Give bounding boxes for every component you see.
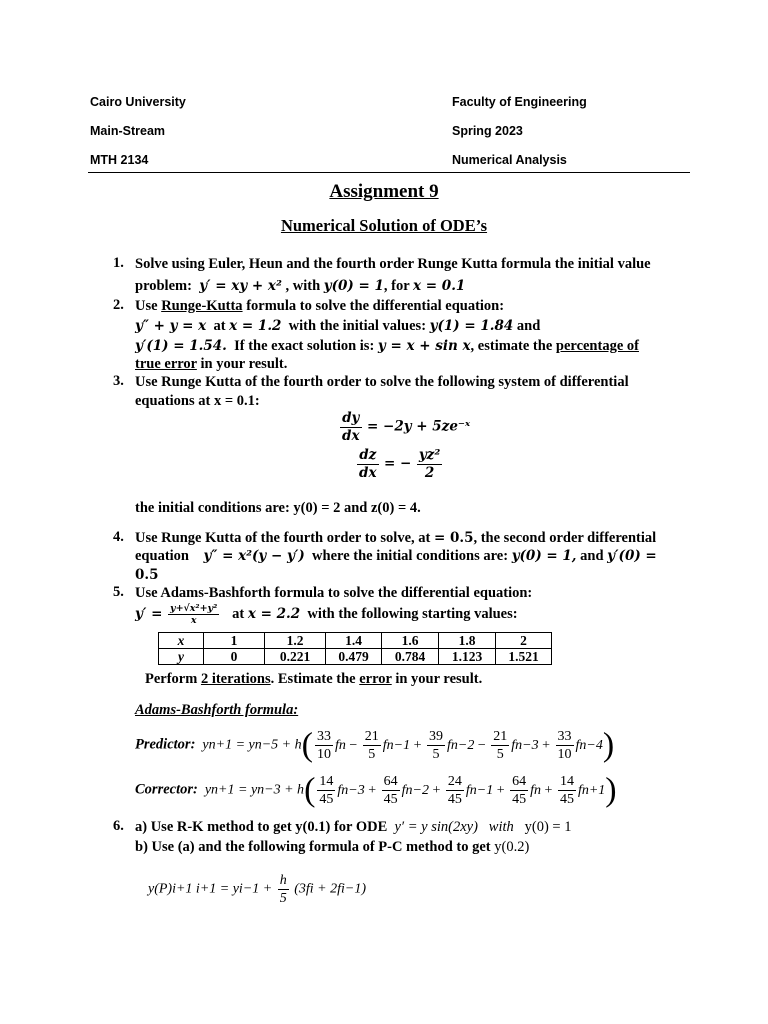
q6-part-a: a) Use R-K method to get y(0.1) for ODE y′ = y sin(2xy) with y(0) = 1 (135, 819, 572, 835)
q3-line1: Use Runge Kutta of the fourth order to solve the following system of differential (135, 374, 629, 390)
page-title: Assignment 9 (329, 181, 439, 202)
q4-line1: Use Runge Kutta of the fourth order to solve, at = 0.5, the second order differential (135, 530, 657, 546)
term-fraction: $\frac{14}{45}$ (559, 774, 574, 807)
q5-number: 5. (113, 584, 124, 600)
table-cell: 1.4 (326, 633, 382, 649)
table-cell: 0.221 (265, 649, 326, 665)
term-function: fn−4 (575, 737, 603, 753)
q1-x-value: x = 0.1 (413, 278, 466, 294)
term-sign: + (541, 782, 556, 798)
q5-line1: Use Adams-Bashforth formula to solve the differential equation: (135, 585, 533, 601)
q3-equation-dy: $\frac{dy}{dx}$ = −2y + 5ze⁻ˣ (342, 410, 471, 444)
table-cell: 1.123 (439, 649, 496, 665)
term-sign: + (428, 782, 444, 798)
header-course-code: MTH 2134 (90, 153, 149, 167)
q2-line3: y′(1) = 1.54. If the exact solution is: y = x + sin x, estimate the percentage of (135, 338, 639, 354)
term-fraction: $\frac{64}{45}$ (512, 774, 527, 807)
table-cell: 0 (204, 649, 265, 665)
q2-line4: true error in your result. (135, 356, 288, 372)
header-university: Cairo University (90, 95, 186, 109)
q4-line2: equation y″ = x²(y − y′) where the initial conditions are: y(0) = 1, and y′(0) = (135, 548, 657, 564)
q4-line3: 0.5 (135, 567, 159, 583)
term-sign: − (345, 737, 361, 753)
page-subtitle: Numerical Solution of ODE’s (280, 216, 488, 235)
q1-initial-condition: y(0) = 1 (323, 278, 384, 294)
predictor-lhs: yn+1 = yn−5 + h (202, 737, 302, 753)
term-function: fn (334, 737, 346, 753)
q3-equation-dz: $\frac{dz}{dx}$ = − $\frac{\text{yz²}}{2}$ (359, 447, 441, 481)
table-cell: 1.521 (496, 649, 552, 665)
term-sign: + (493, 782, 509, 798)
term-function: fn−1 (465, 782, 494, 798)
q5-perform-line: Perform 2 iterations. Estimate the error in your result. (145, 671, 483, 687)
table-cell: 0.784 (382, 649, 439, 665)
term-function: fn (530, 782, 542, 798)
q4-number: 4. (113, 529, 124, 545)
q2-runge-kutta-link: Runge-Kutta (161, 298, 243, 314)
table-cell: 0.479 (326, 649, 382, 665)
term-function: fn+1 (577, 782, 606, 798)
q2-line2: y″ + y = x at x = 1.2 with the initial values: y(1) = 1.84 and (135, 318, 541, 334)
table-cell: 1 (204, 633, 265, 649)
header-course-name: Numerical Analysis (452, 153, 567, 167)
q2-exact-solution: y = x + sin x (377, 338, 471, 354)
q3-initial-conditions: the initial conditions are: y(0) = 2 and z(0) = 4. (135, 500, 421, 516)
table-row-y (159, 649, 552, 665)
q6-number: 6. (113, 818, 124, 834)
term-fraction: $\frac{64}{45}$ (383, 774, 398, 807)
q2-equation: y″ + y = x (135, 318, 207, 334)
term-fraction: $\frac{33}{10}$ (316, 729, 331, 762)
table-cell: 1.6 (382, 633, 439, 649)
pc-formula: y(P)i+1 i+1 = yi−1 + $\frac{h}{5}$ (3fi + 2fi−1) (148, 873, 366, 906)
q2-line1: Use Runge-Kutta formula to solve the differential equation: (135, 298, 505, 314)
q5-line2: y′ = $\frac{\text{y+√x²+y²}}{x}$ at x = 2.2 with the following starting values: (135, 603, 518, 626)
header-faculty: Faculty of Engineering (452, 95, 587, 109)
header-semester: Spring 2023 (452, 124, 523, 138)
term-function: fn−3 (337, 782, 365, 798)
corrector-lhs: yn+1 = yn−3 + h (204, 782, 305, 798)
starting-values-table (158, 632, 552, 665)
corrector-formula: Corrector: yn+1 = yn−3 + h( $\frac{14}{45}$ fn−3 + $\frac{64}{45}$ fn−2 + $\frac{24}{45}$ fn−1 + $\frac{64}{45}$ fn + $\frac{14}{45}$ fn+1) (135, 771, 617, 809)
q3-number: 3. (113, 373, 124, 389)
table-cell: 1.8 (439, 633, 496, 649)
term-fraction: $\frac{24}{45}$ (447, 774, 462, 807)
q3-line2: equations at x = 0.1: (135, 393, 260, 409)
term-function: fn−3 (511, 737, 539, 753)
term-fraction: $\frac{21}{5}$ (364, 729, 379, 762)
term-fraction: $\frac{14}{45}$ (319, 774, 334, 807)
ab-formula-title: Adams-Bashforth formula: (135, 702, 299, 718)
q2-number: 2. (113, 297, 124, 313)
term-fraction: $\frac{21}{5}$ (493, 729, 508, 762)
table-cell: 2 (496, 633, 552, 649)
header-divider (88, 172, 690, 173)
predictor-formula: Predictor: yn+1 = yn−5 + h( $\frac{33}{10}$ fn − $\frac{21}{5}$ fn−1 + $\frac{39}{5}$ fn−2 − $\frac{21}{5}$ fn−3 + $\frac{33}{10}$ fn−4) (135, 726, 615, 764)
term-sign: − (474, 737, 490, 753)
table-cell: 1.2 (265, 633, 326, 649)
term-fraction: $\frac{39}{5}$ (429, 729, 443, 762)
table-header-y: y (159, 649, 204, 665)
term-function: fn−1 (382, 737, 411, 753)
q4-equation: y″ = x²(y − y′) (203, 548, 305, 564)
term-function: fn−2 (447, 737, 475, 753)
q1-equation: y′ = xy + x² (199, 278, 282, 294)
table-header-x: x (159, 633, 204, 649)
q1-number: 1. (113, 255, 124, 271)
header-stream: Main-Stream (90, 124, 166, 138)
term-fraction: $\frac{33}{10}$ (557, 729, 572, 762)
term-sign: + (410, 737, 425, 753)
term-function: fn−2 (401, 782, 429, 798)
table-row-x (159, 633, 552, 649)
q1-line1: Solve using Euler, Heun and the fourth order Runge Kutta formula the initial value (135, 256, 651, 272)
q6-part-b: b) Use (a) and the following formula of P-C method to get y(0.2) (135, 839, 530, 855)
q1-line2: problem: y′ = xy + x² , with y(0) = 1, for x = 0.1 (135, 278, 466, 294)
term-sign: + (364, 782, 380, 798)
term-sign: + (538, 737, 554, 753)
